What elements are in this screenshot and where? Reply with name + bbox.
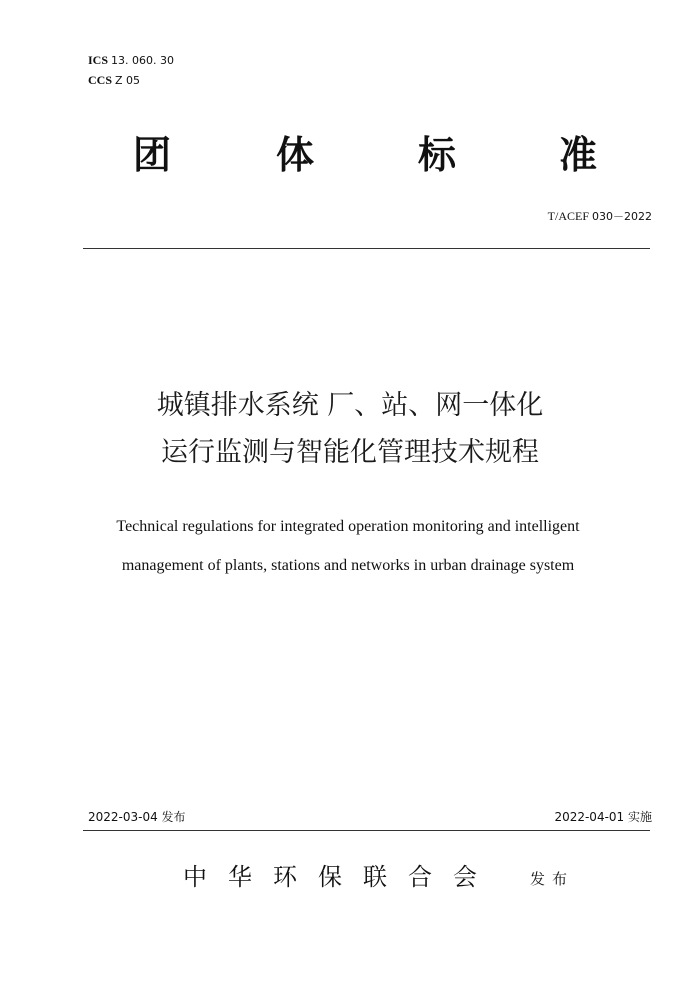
ics-label: ICS	[88, 53, 109, 67]
publisher-suffix: 发布	[530, 870, 575, 888]
english-title-line-1: Technical regulations for integrated operation monitoring and intelligent	[116, 518, 580, 535]
top-divider	[83, 248, 650, 249]
implementation-date: 2022-04-01 实施	[554, 810, 652, 824]
standard-type-char-4: 准	[558, 133, 597, 177]
chinese-title-line-2: 运行监测与智能化管理技术规程	[161, 437, 539, 468]
english-title-line-2: management of plants, stations and networks in urban drainage system	[121, 557, 575, 574]
chinese-title-line-1: 城镇排水系统 厂、站、网一体化	[156, 390, 544, 421]
ccs-value: Z 05	[115, 74, 141, 87]
standard-type-char-3: 标	[417, 133, 456, 177]
standard-number	[548, 209, 652, 224]
standard-number-rest: 030－2022	[592, 210, 652, 223]
standard-type-char-2: 体	[275, 133, 314, 177]
ics-value: 13. 060. 30	[111, 54, 174, 67]
ccs-code	[88, 73, 140, 88]
publisher-name: 中华环保联合会	[183, 863, 498, 891]
standard-number-prefix: T/ACEF	[547, 209, 589, 223]
ics-code	[88, 53, 174, 68]
bottom-divider	[83, 830, 650, 831]
ccs-label: CCS	[88, 73, 113, 87]
issue-date: 2022-03-04 发布	[88, 810, 186, 824]
standard-type-char-1: 团	[132, 133, 171, 177]
